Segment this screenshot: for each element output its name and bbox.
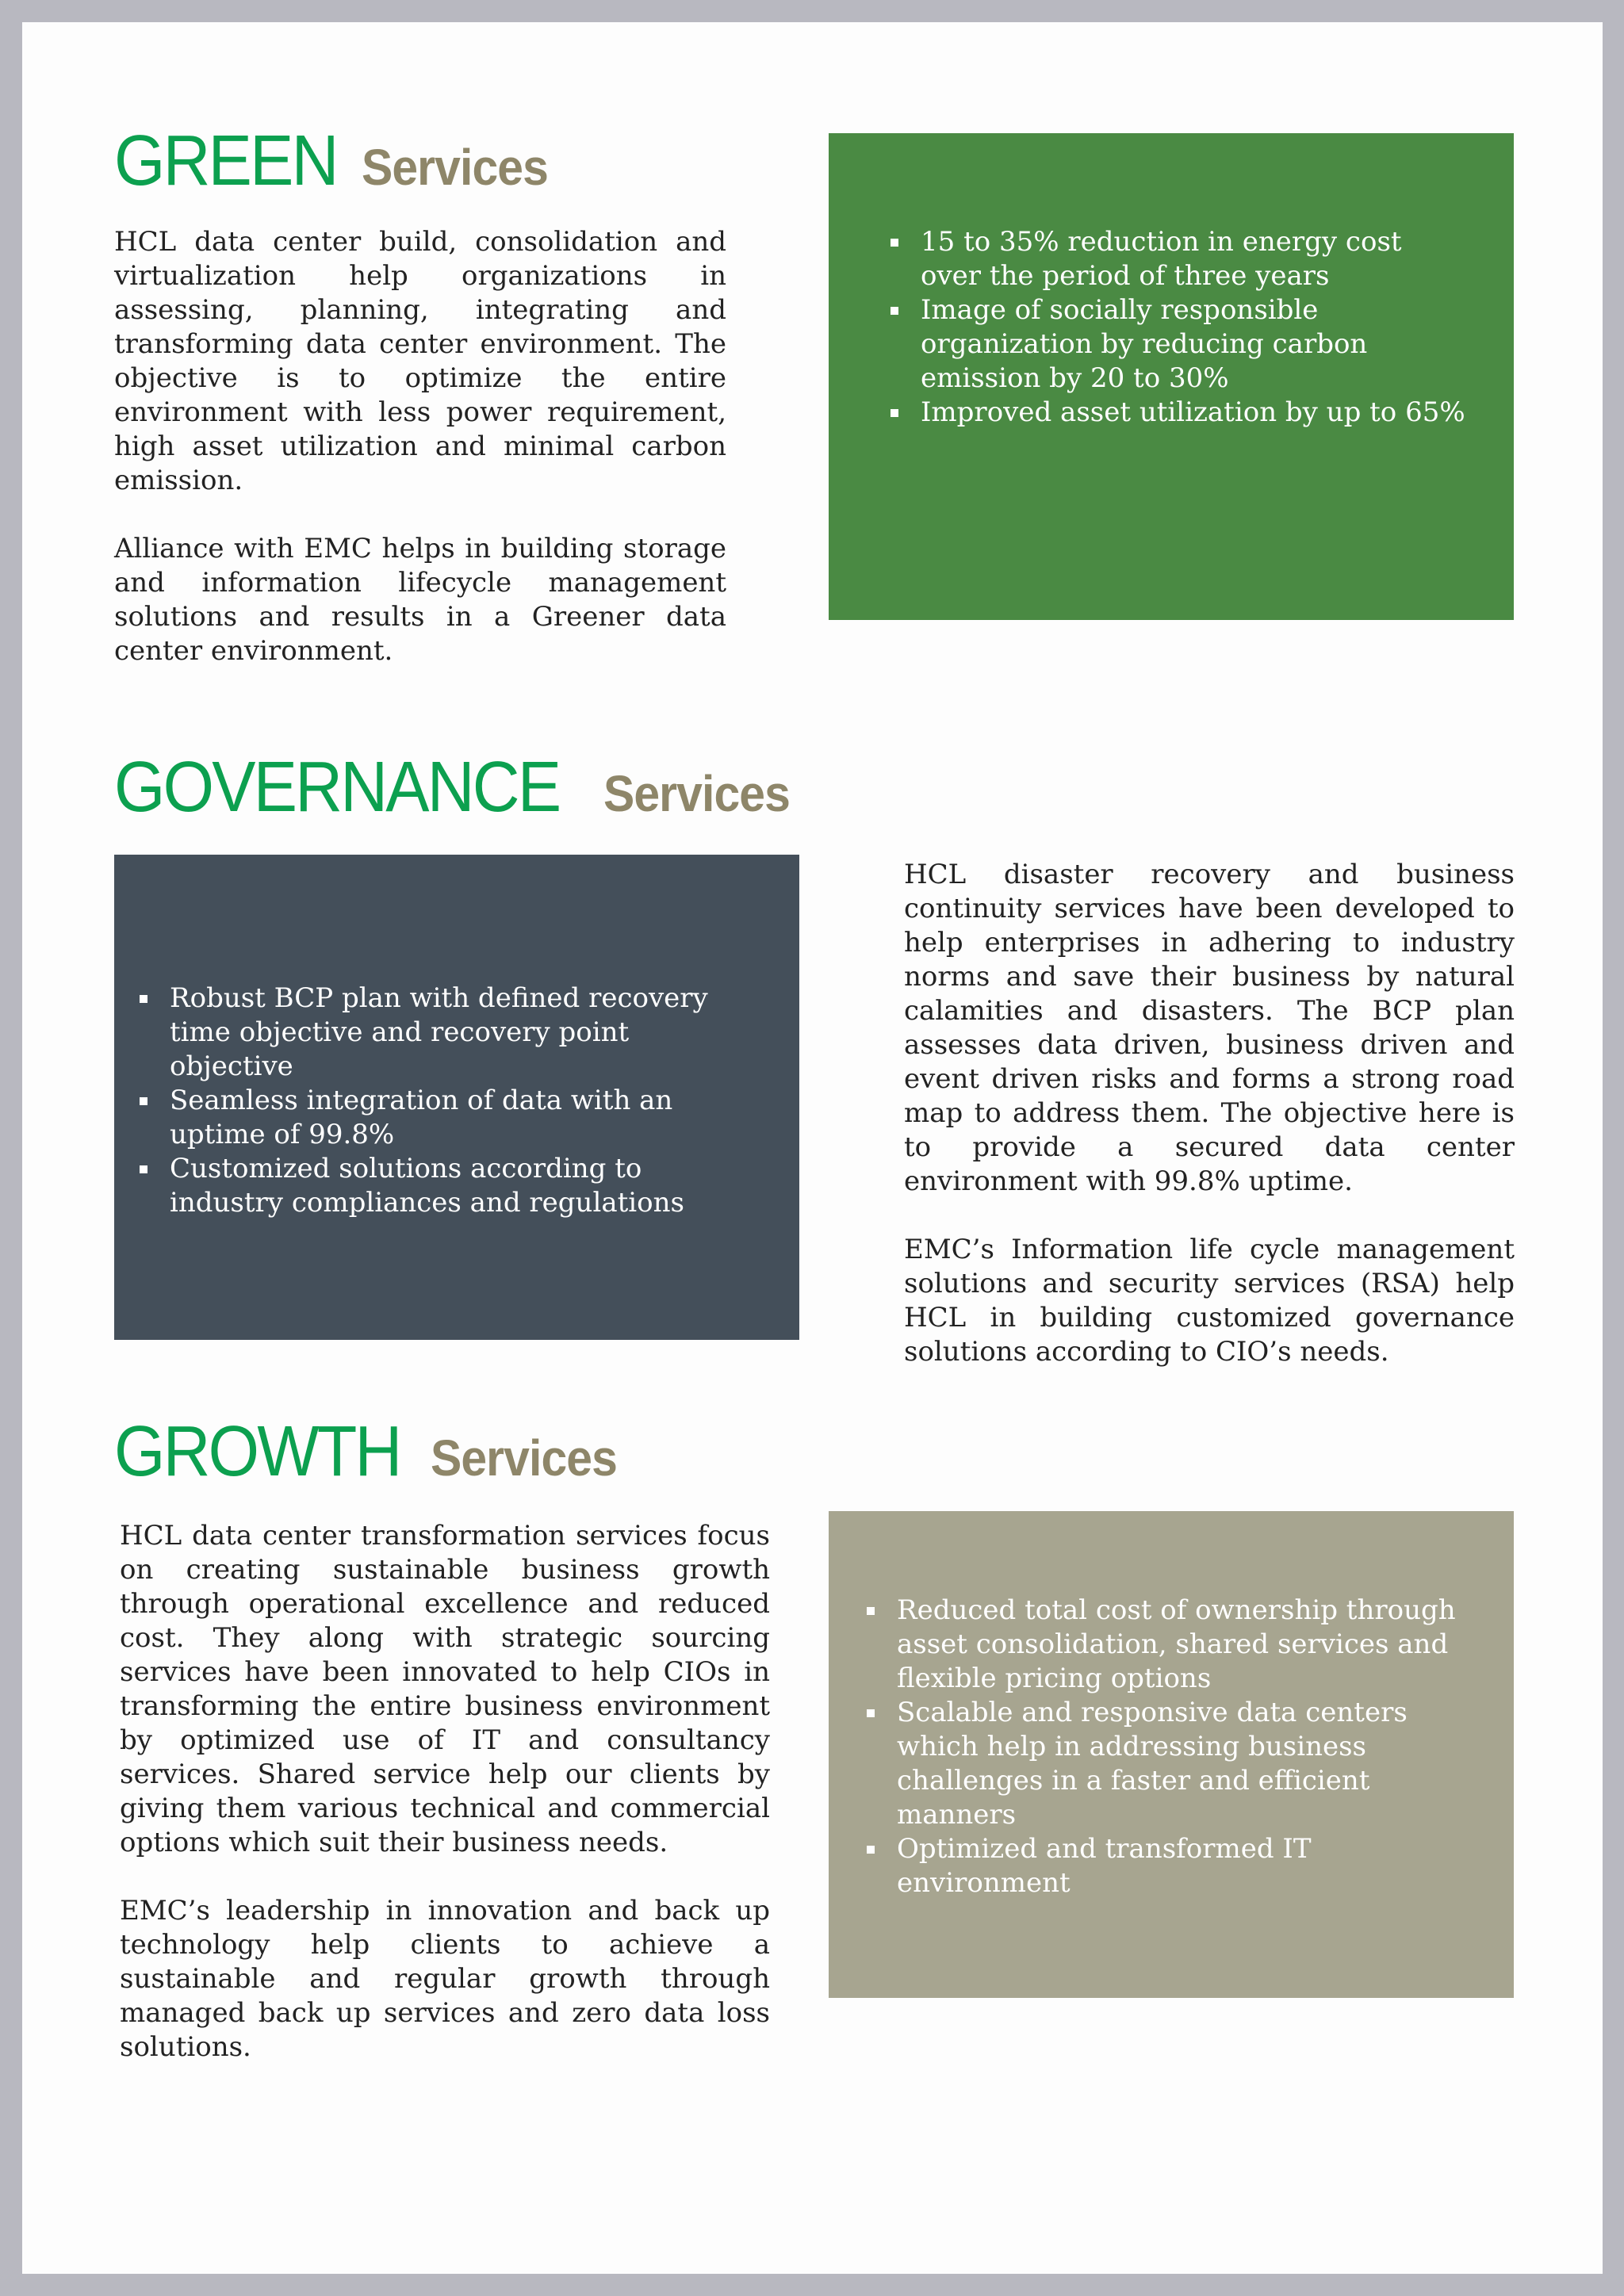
list-item: Scalable and responsive data centers which help in addressing business challenges in a faster and efficient manners xyxy=(867,1696,1469,1832)
green-heading xyxy=(114,121,564,201)
square-bullet-icon xyxy=(140,995,147,1003)
growth-body xyxy=(120,1519,770,2064)
list-item: Customized solutions according to industry compliances and regulations xyxy=(140,1152,734,1220)
growth-bullet-list xyxy=(867,1594,1469,1900)
green-bullet-list xyxy=(891,225,1469,430)
growth-paragraph-2: EMC’s leadership in innovation and back up technology help clients to achieve a sustainable and regular growth through managed back up services and zero data loss solutions. xyxy=(120,1895,770,2063)
document-page xyxy=(22,22,1603,2274)
square-bullet-icon xyxy=(140,1097,147,1105)
square-bullet-icon xyxy=(891,239,898,247)
growth-paragraph-1: HCL data center transformation services focus on creating sustainable business growth through operational excellence and reduced cost. They along with strategic sourcing services have been innovated to help CIOs in transforming the entire business environment by optimized use of IT and consultancy services. Shared service help our clients by giving them various technical and commercial options which suit their business needs. xyxy=(120,1520,770,1858)
list-item: Seamless integration of data with an uptime of 99.8% xyxy=(140,1084,734,1152)
growth-subtitle: Services xyxy=(430,1429,617,1487)
governance-body xyxy=(904,858,1515,1369)
governance-subtitle: Services xyxy=(603,765,790,822)
green-title: GREEN xyxy=(114,121,337,201)
governance-benefits-box xyxy=(114,855,799,1340)
green-paragraph-2: Alliance with EMC helps in building storage and information lifecycle management solutions and results in a Greener data center environment. xyxy=(114,533,726,667)
square-bullet-icon xyxy=(891,409,898,417)
list-item: Reduced total cost of ownership through asset consolidation, shared services and flexible pricing options xyxy=(867,1594,1469,1696)
green-paragraph-1: HCL data center build, consolidation and virtualization help organizations in assessing, planning, integrating and transforming data center environment. The objective is to optimize the entire environment with less power requirement, high asset utilization and minimal carbon emission. xyxy=(114,226,726,496)
green-benefits-box xyxy=(829,133,1514,620)
governance-paragraph-2: EMC’s Information life cycle management solutions and security services (RSA) help HCL in building customized governance solutions according to CIO’s needs. xyxy=(904,1234,1515,1368)
list-item: Robust BCP plan with defined recovery time objective and recovery point objective xyxy=(140,982,734,1084)
governance-paragraph-1: HCL disaster recovery and business continuity services have been developed to help enterprises in adhering to industry norms and save their business by natural calamities and disasters. The BCP plan assesses data driven, business driven and event driven risks and forms a strong road map to address them. The objective here is to provide a secured data center environment with 99.8% uptime. xyxy=(904,859,1515,1197)
square-bullet-icon xyxy=(140,1165,147,1173)
growth-heading xyxy=(114,1412,633,1491)
square-bullet-icon xyxy=(867,1846,875,1854)
green-body xyxy=(114,225,726,668)
square-bullet-icon xyxy=(867,1709,875,1717)
list-item: Optimized and transformed IT environment xyxy=(867,1832,1469,1900)
governance-bullet-list xyxy=(140,982,734,1220)
list-item: Improved asset utilization by up to 65% xyxy=(891,396,1469,430)
list-item: 15 to 35% reduction in energy cost over the period of three years xyxy=(891,225,1469,293)
green-subtitle: Services xyxy=(361,139,548,196)
governance-title: GOVERNANCE xyxy=(114,748,560,827)
growth-title: GROWTH xyxy=(114,1412,400,1491)
square-bullet-icon xyxy=(867,1607,875,1615)
list-item: Image of socially responsible organization by reducing carbon emission by 20 to 30% xyxy=(891,293,1469,396)
square-bullet-icon xyxy=(891,307,898,315)
growth-benefits-box xyxy=(829,1511,1514,1998)
governance-heading xyxy=(114,748,806,827)
